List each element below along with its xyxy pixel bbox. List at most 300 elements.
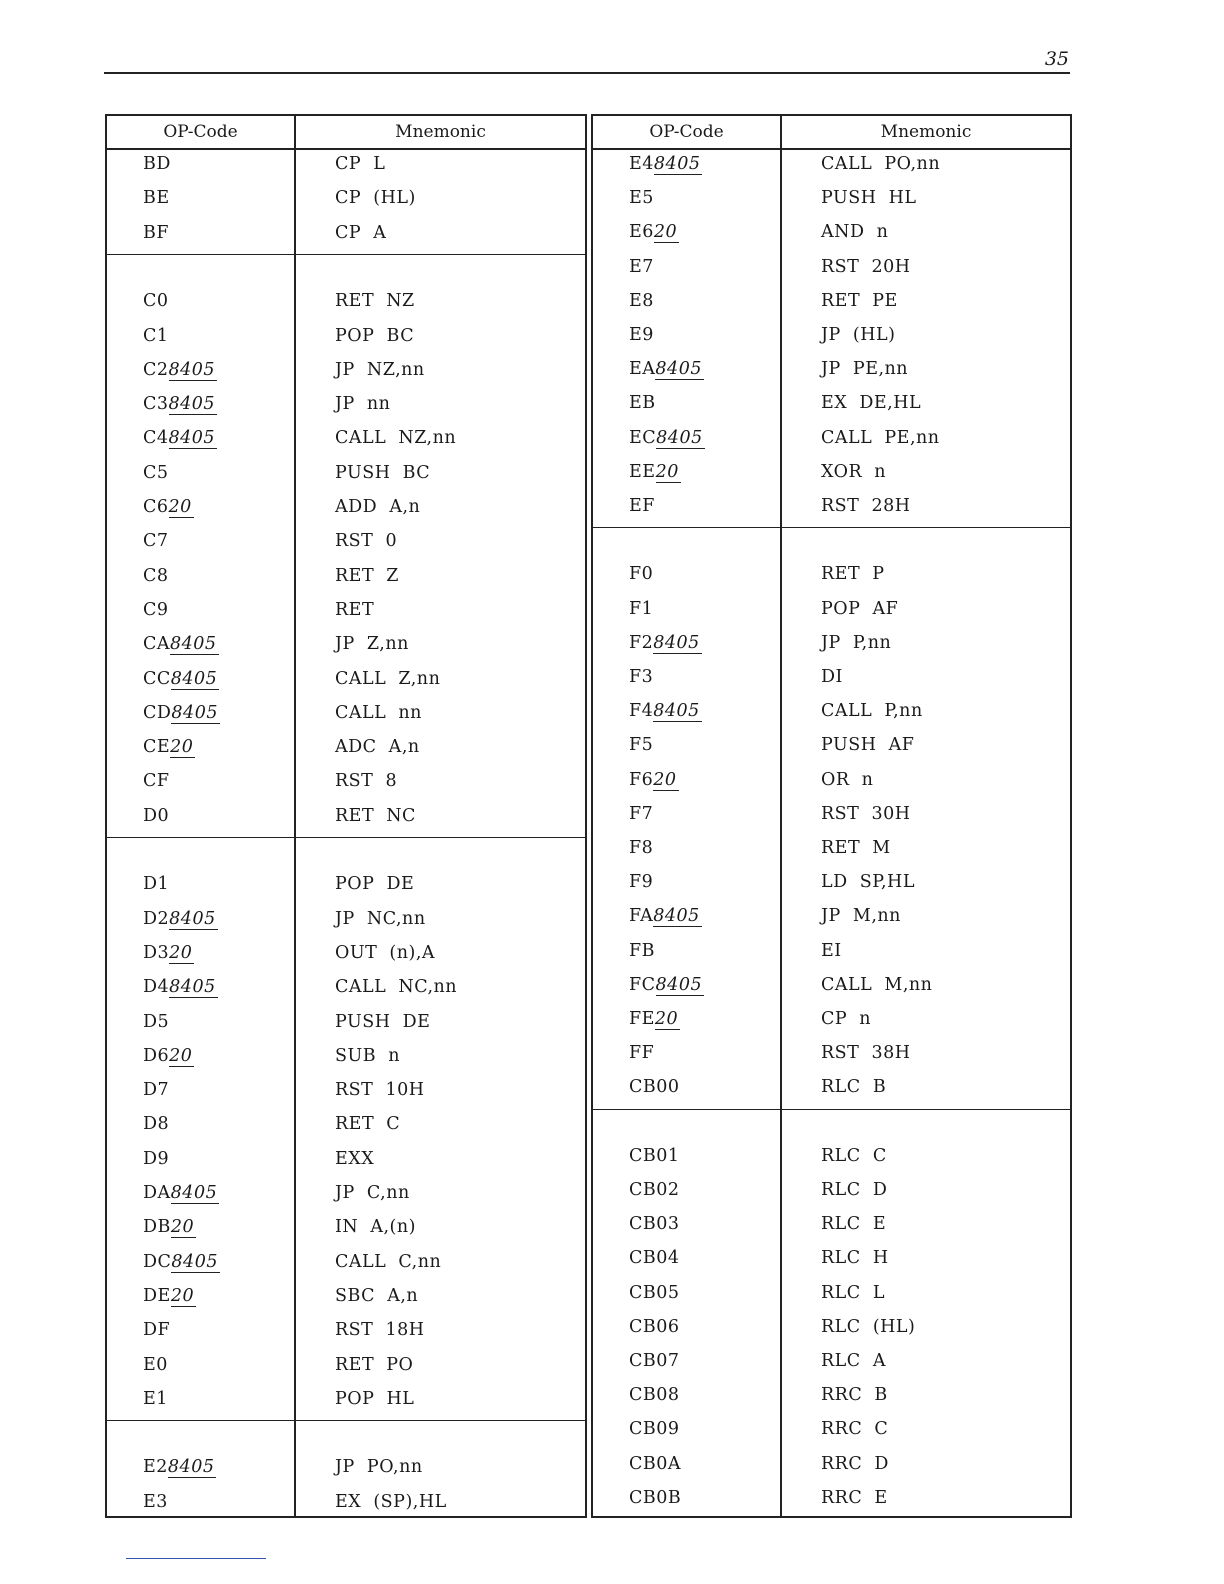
opcode-byte: D7	[143, 1080, 170, 1101]
mnemonic-cell: POP DE	[335, 874, 415, 895]
table-row	[593, 1351, 1070, 1385]
mnemonic-cell: ADC A,n	[335, 737, 420, 758]
opcode-cell	[629, 1351, 680, 1371]
table-row	[107, 909, 585, 943]
opcode-byte: D9	[143, 1148, 170, 1169]
opcode-byte: F6	[629, 769, 654, 790]
mnemonic-cell: RST 0	[335, 531, 398, 552]
opcode-cell	[143, 154, 171, 174]
opcode-byte: C4	[143, 428, 169, 449]
table-header	[593, 116, 1070, 150]
mnemonic-cell: AND n	[821, 222, 889, 243]
opcode-cell	[629, 1283, 680, 1303]
opcode-cell	[143, 497, 194, 517]
opcode-cell	[629, 1385, 680, 1405]
handwritten-operand: 20	[654, 1009, 679, 1029]
mnemonic-cell: SUB n	[335, 1045, 400, 1066]
opcode-byte: EA	[629, 359, 656, 380]
opcode-byte: BD	[143, 154, 171, 174]
opcode-byte: CB01	[629, 1145, 680, 1166]
mnemonic-cell: JP C,nn	[335, 1183, 410, 1203]
opcode-cell	[629, 975, 704, 995]
opcode-cell	[629, 1146, 680, 1166]
handwritten-operand: 20	[170, 737, 194, 758]
mnemonic-cell: RLC A	[821, 1351, 886, 1371]
opcode-cell	[143, 1114, 169, 1134]
opcode-cell	[629, 1009, 680, 1029]
opcode-column-header: OP-Code	[649, 122, 724, 142]
opcode-cell	[629, 257, 654, 277]
mnemonic-cell: JP (HL)	[821, 325, 896, 345]
handwritten-operand: 8405	[170, 634, 217, 655]
opcode-cell	[629, 838, 653, 858]
mnemonic-column-header: Mnemonic	[395, 122, 486, 142]
opcode-cell	[629, 222, 679, 242]
opcode-byte: DF	[143, 1320, 171, 1341]
opcode-cell	[143, 1252, 220, 1272]
handwritten-operand: 8405	[655, 974, 703, 995]
opcode-cell	[143, 531, 169, 551]
opcode-cell	[629, 872, 653, 892]
table-row	[593, 1009, 1070, 1043]
mnemonic-cell: RET NZ	[335, 291, 415, 312]
table-row	[593, 1248, 1070, 1282]
table-row	[593, 428, 1070, 462]
mnemonic-cell: RST 8	[335, 771, 398, 792]
mnemonic-cell: SBC A,n	[335, 1285, 419, 1306]
table-row	[593, 462, 1070, 496]
mnemonic-cell: EI	[821, 940, 842, 961]
table-row	[593, 906, 1070, 940]
table-row	[593, 1180, 1070, 1214]
opcode-byte: F0	[629, 564, 654, 585]
opcode-byte: F4	[629, 701, 654, 722]
mnemonic-cell: RRC C	[821, 1419, 889, 1440]
opcode-byte: D8	[143, 1114, 170, 1135]
handwritten-operand: 8405	[171, 702, 218, 723]
table-row	[107, 1080, 585, 1114]
opcode-byte: E3	[143, 1491, 168, 1512]
table-row	[107, 1217, 585, 1251]
opcode-byte: E6	[629, 222, 654, 243]
opcode-cell	[629, 1077, 680, 1097]
mnemonic-cell: CP n	[821, 1009, 872, 1029]
mnemonic-cell: CALL NZ,nn	[335, 428, 457, 449]
opcode-cell	[629, 462, 681, 482]
group-separator	[107, 1420, 585, 1421]
opcode-byte: CB0B	[629, 1487, 682, 1508]
table-row	[593, 1454, 1070, 1488]
opcode-byte: FE	[629, 1009, 655, 1029]
table-row	[593, 872, 1070, 906]
mnemonic-cell: PUSH BC	[335, 462, 431, 483]
table-row	[593, 1283, 1070, 1317]
opcode-cell	[629, 701, 702, 721]
table-row	[107, 634, 585, 668]
opcode-byte: D3	[143, 942, 170, 963]
mnemonic-cell: RST 20H	[821, 256, 911, 277]
table-row	[107, 1252, 585, 1286]
opcode-byte: CB05	[629, 1282, 680, 1303]
table-row	[107, 1114, 585, 1148]
mnemonic-cell: RST 38H	[821, 1043, 911, 1064]
mnemonic-cell: CALL nn	[335, 702, 422, 723]
mnemonic-cell: DI	[821, 667, 843, 687]
mnemonic-cell: RST 30H	[821, 803, 911, 824]
handwritten-operand: 8405	[168, 428, 216, 449]
opcode-cell	[143, 360, 217, 380]
mnemonic-cell: PUSH DE	[335, 1011, 431, 1032]
table-row	[593, 1419, 1070, 1453]
group-separator	[107, 254, 585, 255]
opcode-cell	[143, 1320, 170, 1340]
table-row	[107, 806, 585, 840]
table-row	[593, 393, 1070, 427]
mnemonic-cell: LD SP,HL	[821, 872, 915, 893]
opcode-cell	[143, 1457, 216, 1477]
mnemonic-cell: PUSH HL	[821, 188, 917, 209]
header-rule	[104, 72, 1070, 74]
table-row	[107, 360, 585, 394]
table-row	[593, 804, 1070, 838]
table-row	[107, 291, 585, 325]
opcode-byte: C1	[143, 325, 169, 346]
opcode-byte: E5	[629, 188, 654, 209]
mnemonic-cell: RET Z	[335, 565, 399, 586]
opcode-byte: E7	[629, 256, 654, 277]
mnemonic-cell: CP A	[335, 222, 387, 243]
mnemonic-cell: CALL PE,nn	[821, 427, 940, 448]
opcode-byte: E8	[629, 290, 654, 311]
table-row	[593, 1385, 1070, 1419]
opcode-byte: C6	[143, 497, 169, 517]
opcode-byte: DA	[143, 1183, 171, 1203]
opcode-byte: E2	[143, 1457, 168, 1478]
mnemonic-cell: RLC D	[821, 1180, 888, 1200]
opcode-byte: D0	[143, 805, 170, 826]
mnemonic-cell: CALL C,nn	[335, 1251, 442, 1272]
opcode-byte: E4	[629, 154, 654, 174]
table-row	[593, 257, 1070, 291]
table-row	[107, 874, 585, 908]
opcode-byte: F3	[629, 667, 654, 687]
opcode-cell	[143, 703, 220, 723]
opcode-byte: E0	[143, 1354, 168, 1375]
handwritten-operand: 8405	[653, 154, 701, 174]
opcode-cell	[629, 1248, 680, 1268]
opcode-cell	[143, 1080, 169, 1100]
mnemonic-cell: XOR n	[821, 461, 887, 482]
mnemonic-column-header: Mnemonic	[880, 122, 972, 142]
opcode-cell	[629, 1317, 680, 1337]
mnemonic-cell: OR n	[821, 769, 874, 790]
table-row	[593, 701, 1070, 735]
table-row	[593, 188, 1070, 222]
opcode-cell	[143, 737, 195, 757]
handwritten-operand: 20	[653, 769, 677, 790]
mnemonic-cell: JP Z,nn	[335, 634, 409, 655]
opcode-byte: C9	[143, 599, 169, 620]
mnemonic-cell: CALL Z,nn	[335, 668, 441, 689]
mnemonic-cell: CALL M,nn	[821, 974, 933, 995]
opcode-cell	[143, 634, 219, 654]
opcode-cell	[143, 1183, 219, 1203]
opcode-cell	[629, 291, 654, 311]
mnemonic-cell: ADD A,n	[335, 497, 421, 517]
table-row	[107, 669, 585, 703]
handwritten-operand: 8405	[656, 427, 703, 448]
group-separator	[593, 527, 1070, 528]
table-row	[107, 600, 585, 634]
mnemonic-cell: JP nn	[335, 394, 391, 415]
table-row	[593, 325, 1070, 359]
handwritten-operand: 8405	[169, 977, 216, 998]
opcode-byte: CB09	[629, 1419, 680, 1440]
mnemonic-cell: RET M	[821, 838, 891, 858]
table-row	[593, 154, 1070, 188]
handwritten-operand: 20	[169, 1045, 193, 1066]
opcode-byte: CB08	[629, 1385, 680, 1406]
opcode-cell	[143, 394, 217, 414]
table-row	[107, 223, 585, 257]
table-row	[107, 1286, 585, 1320]
handwritten-operand: 8405	[168, 394, 216, 415]
handwritten-operand: 20	[170, 1285, 195, 1306]
opcode-byte: CD	[143, 702, 172, 723]
opcode-byte: C8	[143, 565, 169, 586]
table-row	[593, 633, 1070, 667]
opcode-byte: EF	[629, 496, 655, 516]
opcode-cell	[143, 1492, 168, 1512]
table-row	[107, 1320, 585, 1354]
mnemonic-cell: RET PE	[821, 290, 898, 311]
table-row	[107, 1149, 585, 1183]
opcode-cell	[143, 1012, 169, 1032]
opcode-byte: CB03	[629, 1214, 680, 1235]
opcode-byte: CB07	[629, 1351, 680, 1371]
table-row	[593, 1214, 1070, 1248]
opcode-cell	[143, 1046, 194, 1066]
opcode-cell	[143, 291, 169, 311]
opcode-byte: C3	[143, 394, 169, 415]
opcode-byte: D1	[143, 874, 170, 895]
handwritten-operand: 8405	[170, 668, 218, 689]
mnemonic-cell: RRC D	[821, 1453, 889, 1474]
opcode-cell	[143, 1217, 196, 1237]
opcode-byte: F8	[629, 838, 654, 858]
opcode-byte: C0	[143, 291, 169, 312]
opcode-cell	[629, 359, 704, 379]
table-row	[107, 1183, 585, 1217]
table-row	[593, 222, 1070, 256]
handwritten-operand: 8405	[168, 359, 216, 380]
table-row	[107, 154, 585, 188]
opcode-cell	[629, 496, 655, 516]
mnemonic-cell: RST 18H	[335, 1320, 425, 1341]
handwritten-operand: 8405	[655, 359, 702, 380]
table-row	[593, 359, 1070, 393]
opcode-cell	[629, 941, 655, 961]
table-row	[107, 428, 585, 462]
mnemonic-cell: EX DE,HL	[821, 393, 922, 414]
opcode-byte: E1	[143, 1388, 168, 1409]
mnemonic-cell: JP NZ,nn	[335, 359, 425, 380]
table-row	[107, 1457, 585, 1491]
opcode-byte: DE	[143, 1285, 171, 1306]
opcode-byte: CB06	[629, 1316, 680, 1337]
table-row	[107, 737, 585, 771]
opcode-cell	[143, 669, 219, 689]
opcode-cell	[629, 633, 702, 653]
opcode-byte: EE	[629, 461, 656, 482]
table-row	[107, 463, 585, 497]
opcode-cell	[629, 906, 702, 926]
mnemonic-cell: RST 10H	[335, 1080, 425, 1101]
table-row	[107, 531, 585, 565]
mnemonic-cell: RLC H	[821, 1248, 889, 1269]
opcode-cell	[143, 1355, 168, 1375]
opcode-cell	[629, 393, 656, 413]
mnemonic-cell: JP PE,nn	[821, 359, 909, 380]
mnemonic-cell: RLC B	[821, 1077, 887, 1098]
opcode-cell	[143, 1149, 169, 1169]
table-row	[593, 599, 1070, 633]
opcode-byte: FA	[629, 906, 654, 927]
opcode-cell	[143, 806, 169, 826]
page-number: 35	[1044, 48, 1069, 70]
table-row	[593, 1077, 1070, 1111]
opcode-cell	[629, 1488, 681, 1508]
opcode-byte: C5	[143, 462, 169, 483]
opcode-cell	[143, 463, 169, 483]
opcode-byte: F5	[629, 735, 654, 756]
opcode-cell	[143, 1286, 196, 1306]
mnemonic-cell: JP NC,nn	[335, 908, 426, 929]
opcode-byte: CB00	[629, 1077, 680, 1098]
handwritten-operand: 8405	[653, 701, 700, 722]
opcode-byte: C2	[143, 359, 169, 380]
handwritten-operand: 8405	[170, 1183, 218, 1203]
opcode-byte: FC	[629, 974, 656, 995]
opcode-byte: CB0A	[629, 1453, 682, 1474]
table-row	[107, 1355, 585, 1389]
table-row	[593, 975, 1070, 1009]
mnemonic-cell: RLC E	[821, 1214, 887, 1235]
opcode-cell	[629, 1419, 680, 1439]
table-row	[593, 564, 1070, 598]
opcode-cell	[143, 909, 218, 929]
table-row	[593, 941, 1070, 975]
mnemonic-cell: RLC C	[821, 1145, 887, 1166]
opcode-byte: CA	[143, 634, 171, 655]
mnemonic-cell: OUT (n),A	[335, 942, 436, 963]
opcode-cell	[629, 1043, 654, 1063]
table-row	[107, 394, 585, 428]
mnemonic-cell: RET NC	[335, 805, 416, 826]
handwritten-operand: 20	[655, 461, 679, 482]
opcode-cell	[143, 428, 217, 448]
group-separator	[107, 837, 585, 838]
opcode-byte: D5	[143, 1011, 170, 1032]
opcode-cell	[629, 564, 653, 584]
handwritten-operand: 8405	[653, 906, 700, 927]
table-row	[107, 943, 585, 977]
table-row	[593, 291, 1070, 325]
mnemonic-cell: JP P,nn	[821, 632, 892, 653]
opcode-cell	[629, 804, 653, 824]
table-row	[593, 667, 1070, 701]
opcode-byte: FB	[629, 940, 656, 961]
opcode-cell	[629, 188, 654, 208]
opcode-byte: CF	[143, 771, 170, 792]
handwritten-operand: 20	[170, 1217, 195, 1238]
opcode-cell	[629, 667, 653, 687]
mnemonic-cell: RRC B	[821, 1385, 888, 1406]
opcode-byte: DC	[143, 1251, 172, 1272]
opcode-cell	[629, 770, 679, 790]
opcode-cell	[629, 154, 702, 174]
opcode-cell	[629, 1214, 680, 1234]
table-row	[107, 1492, 585, 1526]
mnemonic-cell: JP PO,nn	[335, 1457, 423, 1478]
mnemonic-cell: IN A,(n)	[335, 1217, 416, 1238]
table-row	[107, 326, 585, 360]
opcode-byte: DB	[143, 1217, 171, 1238]
table-row	[107, 703, 585, 737]
opcode-cell	[143, 188, 170, 208]
opcode-cell	[143, 566, 169, 586]
opcode-byte: BF	[143, 222, 170, 243]
table-row	[107, 1046, 585, 1080]
footnote-rule	[126, 1558, 266, 1559]
opcode-byte: F1	[629, 598, 654, 619]
handwritten-operand: 8405	[171, 1251, 218, 1272]
opcode-byte: F9	[629, 872, 654, 893]
opcode-cell	[629, 1454, 681, 1474]
opcode-byte: CC	[143, 668, 171, 689]
opcode-byte: D6	[143, 1045, 170, 1066]
handwritten-operand: 8405	[169, 908, 216, 929]
mnemonic-cell: CALL NC,nn	[335, 977, 458, 998]
handwritten-operand: 8405	[167, 1457, 215, 1478]
opcode-byte: EC	[629, 427, 657, 448]
table-row	[593, 1146, 1070, 1180]
opcode-cell	[143, 874, 169, 894]
table-row	[107, 1012, 585, 1046]
table-row	[107, 188, 585, 222]
opcode-cell	[629, 325, 654, 345]
opcode-cell	[143, 600, 169, 620]
opcode-byte: CE	[143, 737, 171, 758]
mnemonic-cell: RLC L	[821, 1282, 885, 1303]
table-row	[593, 496, 1070, 530]
mnemonic-cell: CALL P,nn	[821, 701, 923, 722]
mnemonic-cell: RET	[335, 599, 375, 620]
mnemonic-cell: RST 28H	[821, 496, 911, 516]
opcode-cell	[143, 977, 218, 997]
mnemonic-cell: CP L	[335, 154, 386, 174]
opcode-byte: D2	[143, 908, 170, 929]
opcode-byte: CB02	[629, 1180, 680, 1200]
table-row	[107, 1389, 585, 1423]
mnemonic-cell: POP AF	[821, 598, 899, 619]
opcode-cell	[143, 1389, 168, 1409]
opcode-byte: E9	[629, 325, 654, 345]
opcode-cell	[143, 223, 169, 243]
mnemonic-cell: CALL PO,nn	[821, 154, 941, 174]
mnemonic-cell: EXX	[335, 1148, 375, 1169]
opcode-cell	[143, 771, 170, 791]
